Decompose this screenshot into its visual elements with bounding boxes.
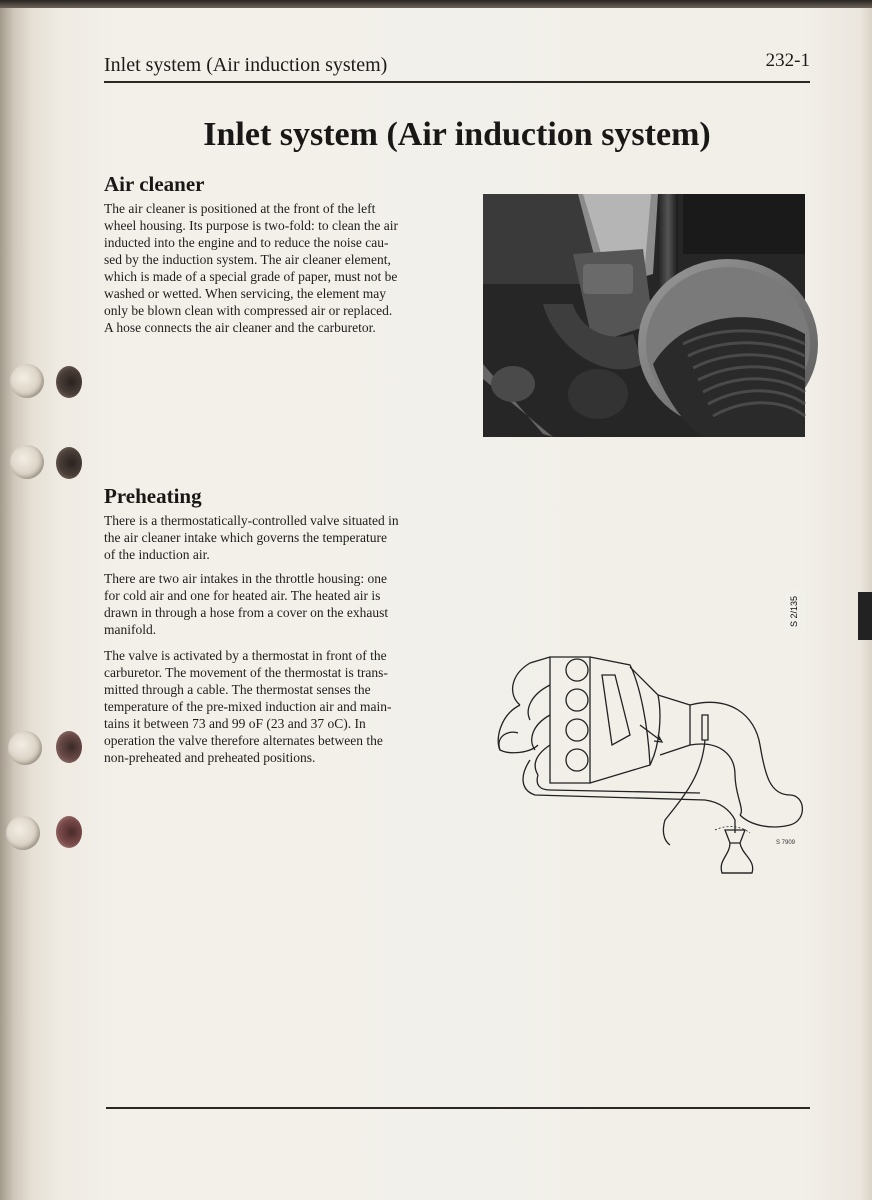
binder-hole-shadow bbox=[56, 366, 82, 398]
photo-code-text: S 2/135 bbox=[789, 595, 799, 627]
text-line: washed or wetted. When servicing, the element may bbox=[104, 286, 387, 301]
page-title: Inlet system (Air induction system) bbox=[203, 116, 711, 153]
running-header-title: Inlet system (Air induction system) bbox=[104, 54, 388, 76]
text-line: The valve is activated by a thermostat in front of the bbox=[104, 648, 387, 663]
page-tab-marker bbox=[858, 592, 872, 640]
text-line: of the induction air. bbox=[104, 547, 210, 562]
text-line: temperature of the pre-mixed induction air and main- bbox=[104, 699, 392, 714]
text-line: only be blown clean with compressed air or replaced. bbox=[104, 303, 393, 318]
binder-hole-shadow bbox=[56, 731, 82, 763]
text-line: The air cleaner is positioned at the front of the left bbox=[104, 201, 376, 216]
engine-bay-photo-illustration bbox=[483, 194, 805, 437]
header-rule bbox=[104, 81, 810, 83]
diagram-reference-code: S 7909 bbox=[776, 840, 796, 846]
text-line: drawn in through a hose from a cover on the exhaust bbox=[104, 605, 389, 620]
section-heading-preheating: Preheating bbox=[104, 484, 202, 508]
page-number: 232-1 bbox=[765, 50, 810, 71]
text-line: A hose connects the air cleaner and the carburetor. bbox=[104, 320, 376, 335]
binder-hole-shadow bbox=[56, 447, 82, 479]
preheating-paragraph-3 bbox=[104, 647, 436, 766]
photo-reference-code bbox=[785, 589, 805, 631]
text-line: wheel housing. Its purpose is two-fold: to clean the air bbox=[104, 218, 398, 233]
text-line: which is made of a special grade of paper, must not be bbox=[104, 269, 398, 284]
text-line: There are two air intakes in the throttle housing: one bbox=[104, 571, 388, 586]
text-line: tains it between 73 and 99 oF (23 and 37 oC). In bbox=[104, 716, 366, 731]
text-line: sed by the induction system. The air cleaner element, bbox=[104, 252, 391, 267]
preheating-paragraph-1 bbox=[104, 512, 436, 563]
preheating-diagram bbox=[490, 645, 810, 880]
text-line: for cold air and one for heated air. The heated air is bbox=[104, 588, 381, 603]
engine-bay-photo bbox=[483, 194, 805, 627]
text-line: mitted through a cable. The thermostat senses the bbox=[104, 682, 371, 697]
section-heading-air-cleaner: Air cleaner bbox=[104, 172, 205, 196]
preheating-paragraph-2 bbox=[104, 570, 436, 638]
binder-hole bbox=[10, 445, 44, 479]
binder-hole bbox=[8, 731, 42, 765]
binder-hole-shadow bbox=[56, 816, 82, 848]
binder-hole bbox=[6, 816, 40, 850]
text-line: non-preheated and preheated positions. bbox=[104, 750, 316, 765]
text-line: manifold. bbox=[104, 622, 157, 637]
page-top-edge bbox=[0, 0, 872, 8]
binder-hole bbox=[10, 364, 44, 398]
text-line: carburetor. The movement of the thermostat is trans- bbox=[104, 665, 388, 680]
text-line: the air cleaner intake which governs the temperature bbox=[104, 530, 387, 545]
text-line: operation the valve therefore alternates between the bbox=[104, 733, 383, 748]
text-line: There is a thermostatically-controlled valve situated in bbox=[104, 513, 399, 528]
text-line: inducted into the engine and to reduce the noise cau- bbox=[104, 235, 389, 250]
air-cleaner-paragraph bbox=[104, 200, 436, 336]
footer-rule bbox=[106, 1107, 810, 1109]
